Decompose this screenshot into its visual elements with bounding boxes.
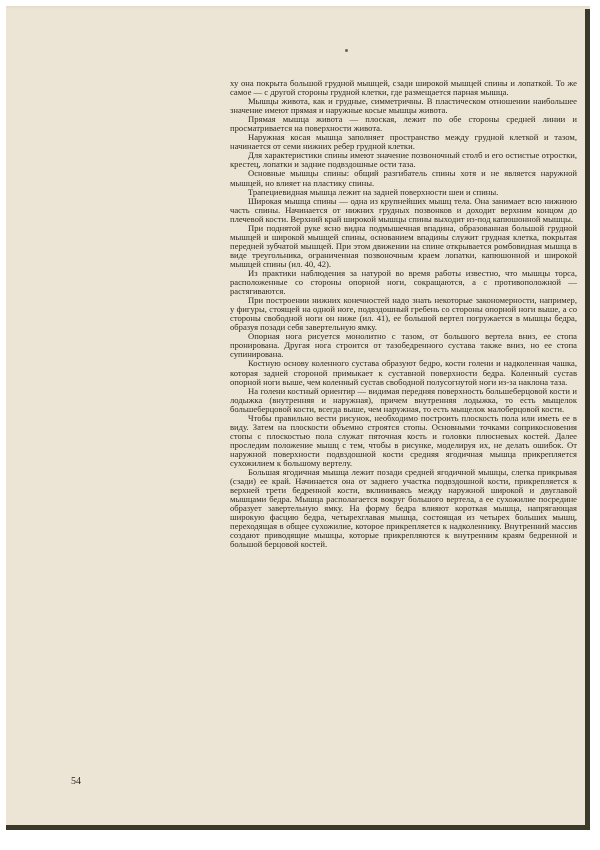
- paragraph: Из практики наблюдения за натурой во время работы известно, что мышцы торса, расположенные со стороны опорной ноги, сокращаются, а с противоположной — растягиваются.: [230, 267, 577, 297]
- paragraph: Мышцы живота, как и грудные, симметричны. В пластическом отношении наибольшее значение имеют прямая и наружные косые мышцы живота.: [230, 96, 577, 116]
- page-top-edge: [6, 6, 590, 9]
- paragraph: Опорная нога рисуется монолитно с тазом, от большого вертела вниз, ее стопа пронирована. Другая нога строится от тазобедренного сустава также вниз, но ее стопа супинирована.: [230, 331, 577, 360]
- paragraph: Основные мышцы спины: общий разгибатель спины хотя и не является наружной мышцей, но влияет на пластику спины.: [230, 168, 577, 188]
- paragraph: Большая ягодичная мышца лежит позади средней ягодичной мышцы, слегка прикрывая (сзади) ее край. Начинается она от заднего участка подвздошной кости, прикрепляется к верхней трети бедренной кости, вклиниваясь между наружной широкой и двуглавой мышцами бедра. Мышца располагается вокруг большого вертела, а ее сухожилие посредине образует завертельную ямку. На форму бедра влияют короткая мышца, напрягающая широкую фасцию бедра, четырехглавая мышца, состоящая из четырех больших мышц, переходящая в общее сухожилие, которое прикрепляется к надколеннику. Внутренний массив создают приводящие мышцы, которые прикрепляются к внутренним краям бедренной и большой берцовой костей.: [230, 467, 577, 550]
- paragraph: Наружная косая мышца заполняет пространство между грудной клеткой и тазом, начинается от семи нижних ребер грудной клетки.: [230, 132, 577, 152]
- paragraph: На голени костный ориентир — видимая передняя поверхность большеберцовой кости и лодыжка (внутренняя и наружная), причем внутренняя лодыжка, то есть мыщелок большеберцовой кости, всегда выше, чем наружная, то есть мыщелок малоберцовой кости.: [230, 385, 577, 414]
- paragraph: ху она покрыта большой грудной мышцей, сзади широкой мышцей спины и лопаткой. То же самое — с другой стороны грудной клетки, где размещается парная мышца.: [230, 78, 577, 98]
- body-text: [230, 79, 577, 549]
- paragraph: При поднятой руке ясно видна подмышечная впадина, образованная большой грудной мышцей и широкой мышцей спины, основанием впадины служит грудная клетка, покрытая передней зубчатой мышцей. При этом движении на спине открывается ромбовидная мышца в виде треугольника, ограниченная позвоночным краем лопатки, капюшонной и широкой мышцей спины (ил. 40, 42).: [230, 222, 577, 269]
- paragraph: Костную основу коленного сустава образуют бедро, кости голени и надколенная чашка, которая задней стороной примыкает к суставной поверхности бедра. Коленный сустав опорной ноги выше, чем коленный сустав свободной полусогнутой ноги из-за наклона таза.: [230, 358, 577, 387]
- paragraph: При построении нижних конечностей надо знать некоторые закономерности, например, у фигуры, стоящей на одной ноге, подвздошный гребень со стороны опорной ноги выше, а со стороны свободной ноги он ниже (ил. 41), ее большой вертел погружается в мышцы бедра, образуя позади себя завертельную ямку.: [230, 295, 577, 333]
- paragraph: Трапециевидная мышца лежит на задней поверхности шеи и спины.: [248, 186, 499, 197]
- page-number: 54: [71, 776, 81, 787]
- paragraph: Для характеристики спины имеют значение позвоночный столб и его остистые отростки, крестец, лопатки и задние подвздошные ости таза.: [230, 150, 577, 170]
- paragraph: Прямая мышца живота — плоская, лежит по обе стороны средней линии и просматривается на поверхности живота.: [230, 114, 577, 134]
- ink-speck: [345, 49, 348, 52]
- paragraph: Чтобы правильно вести рисунок, необходимо построить плоскость пола или иметь ее в виду. Затем на плоскости объемно строятся стопы. Основными точками соприкосновения стопы с плоскостью пола служат пяточная кость и головки плюсневых костей. Далее проследим положение мышц с тем, чтобы в рисунке, моделируя их, не делать ошибок. От наружной поверхности подвздошной кости средняя ягодичная мышца прикрепляется сухожилием к большому вертелу.: [230, 412, 577, 468]
- paragraph: Широкая мышца спины — одна из крупнейших мышц тела. Она занимает всю нижнюю часть спины. Начинается от нижних грудных позвонков и доходит верхним концом до плечевой кости. Верхний край широкой мышцы спины выходит из-под капюшонной мышцы.: [230, 195, 577, 224]
